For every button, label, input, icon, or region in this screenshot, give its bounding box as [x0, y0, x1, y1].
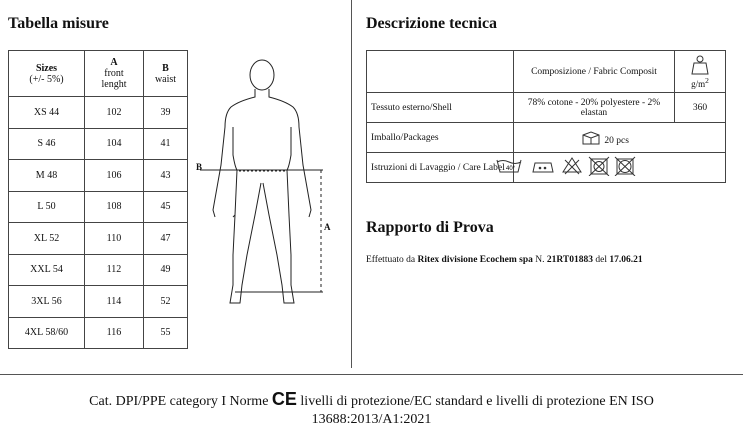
packages-cell	[514, 123, 726, 153]
weight-icon	[689, 54, 711, 76]
waist-header: B waist	[144, 51, 188, 97]
shell-weight: 360	[675, 93, 726, 123]
body-silhouette	[195, 55, 335, 313]
size-cell: 3XL 56	[9, 286, 85, 318]
shell-label: Tessuto esterno/Shell	[367, 93, 514, 123]
front-length-cell: 110	[85, 223, 144, 255]
packages-label: Imballo/Packages	[367, 123, 514, 153]
front-length-cell: 102	[85, 97, 144, 129]
tech-title: Descrizione tecnica	[366, 15, 498, 32]
size-table	[8, 50, 188, 349]
waist-cell: 43	[144, 160, 188, 192]
tech-empty-cell	[367, 51, 514, 93]
front-length-cell: 114	[85, 286, 144, 318]
size-row	[9, 97, 188, 129]
size-row	[9, 160, 188, 192]
waist-cell: 55	[144, 317, 188, 349]
waist-cell: 47	[144, 223, 188, 255]
care-icons	[505, 153, 726, 183]
weight-header: $g/m^2$	[675, 51, 726, 93]
size-table-title: Tabella misure	[8, 15, 109, 32]
front-length-cell: 116	[85, 317, 144, 349]
label-b: B	[196, 162, 203, 172]
size-cell: XL 52	[9, 223, 85, 255]
shell-composition: 78% cotone - 20% polyestere - 2% elastan	[514, 93, 675, 123]
size-row	[9, 254, 188, 286]
care-symbols	[495, 156, 695, 176]
body-outline	[213, 60, 311, 303]
waist-cell: 39	[144, 97, 188, 129]
column-divider	[351, 0, 352, 368]
front-length-cell: 106	[85, 160, 144, 192]
front-length-cell: 112	[85, 254, 144, 286]
size-cell: XXL 54	[9, 254, 85, 286]
sizes-header: Sizes (+/- 5%)	[9, 51, 85, 97]
size-row	[9, 223, 188, 255]
test-report-line: Effettuato da Ritex divisione Ecochem spa N. 21RT01883 del 17.06.21	[366, 255, 643, 265]
iron-icon	[533, 163, 553, 172]
size-row	[9, 286, 188, 318]
size-cell: M 48	[9, 160, 85, 192]
size-row	[9, 191, 188, 223]
box-icon	[580, 130, 602, 146]
size-row	[9, 128, 188, 160]
composition-header: Composizione / Fabric Composit	[514, 51, 675, 93]
size-cell: 4XL 58/60	[9, 317, 85, 349]
size-cell: S 46	[9, 128, 85, 160]
size-cell: L 50	[9, 191, 85, 223]
footer: Cat. DPI/PPE category I Norme CE livelli di protezione/EC standard e livelli di protezione EN ISO 13688:2013/A1:2021	[89, 389, 654, 427]
packages-value: 20 pcs	[604, 135, 629, 146]
ce-mark: CE	[271, 389, 297, 409]
waist-cell: 49	[144, 254, 188, 286]
front-length-header: A front lenght	[85, 51, 144, 97]
front-length-cell: 104	[85, 128, 144, 160]
size-cell: XS 44	[9, 97, 85, 129]
test-title: Rapporto di Prova	[366, 219, 494, 236]
tech-table	[366, 50, 726, 183]
size-row	[9, 317, 188, 349]
label-a: A	[324, 222, 331, 232]
front-length-cell: 108	[85, 191, 144, 223]
waist-cell: 52	[144, 286, 188, 318]
footer-divider	[0, 374, 743, 375]
waist-cell: 45	[144, 191, 188, 223]
care-label: Istruzioni di Lavaggio / Care Label	[367, 153, 514, 183]
no-bleach-icon	[563, 158, 581, 174]
waist-cell: 41	[144, 128, 188, 160]
wash-temp: 40°	[505, 166, 515, 172]
